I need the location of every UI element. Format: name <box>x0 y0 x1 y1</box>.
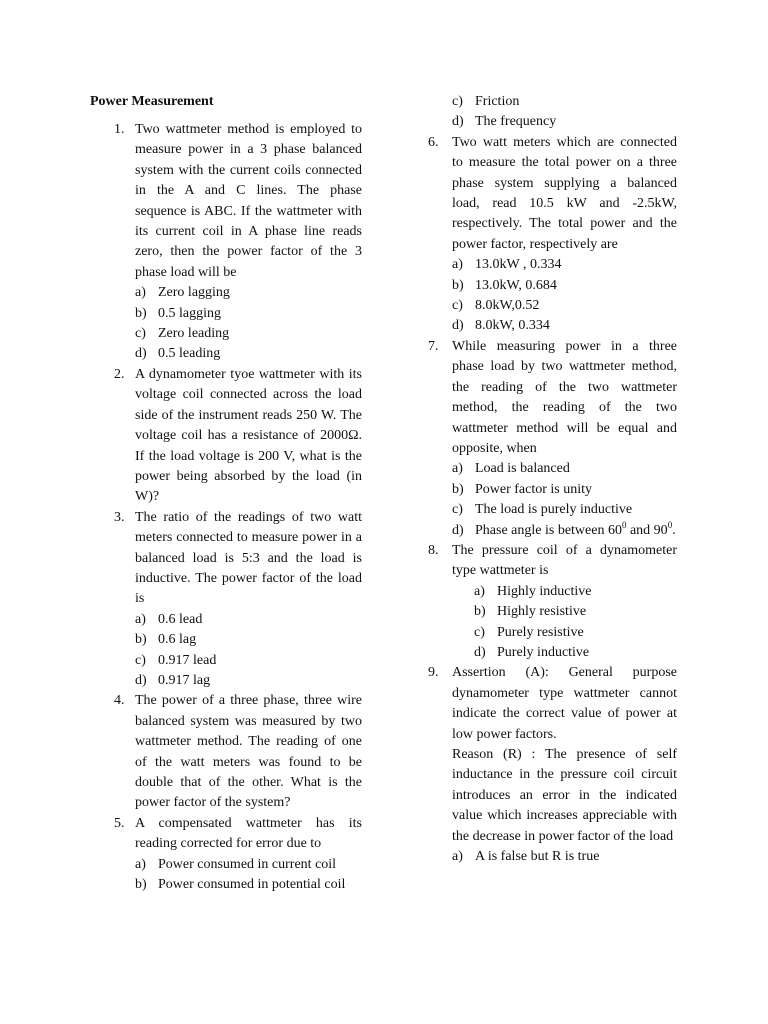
option-item <box>135 304 362 324</box>
option-text: Zero leading <box>158 326 230 342</box>
option-letter: d) <box>135 346 147 362</box>
degree-superscript: 0 <box>621 519 627 530</box>
option-text: 8.0kW, 0.334 <box>475 318 550 334</box>
option-letter: c) <box>452 502 463 518</box>
right-column <box>428 92 677 867</box>
option-list <box>135 283 362 365</box>
option-item <box>135 651 362 671</box>
option-item <box>452 480 677 500</box>
option-text: 13.0kW , 0.334 <box>475 257 562 273</box>
option-letter: b) <box>135 305 147 321</box>
option-letter: b) <box>452 481 464 497</box>
question-text: Two wattmeter method is employed to measure power in a 3 phase balanced system with the current coils connected in the A and C lines. The phase sequence is ABC. If the wattmeter with its current coil in A phase line reads zero, then the power factor of the 3 phase load will be <box>135 122 362 280</box>
option-item <box>474 582 677 602</box>
option-text: 0.917 lag <box>158 672 211 688</box>
question-4 <box>90 691 362 813</box>
question-8 <box>428 541 677 663</box>
option-letter: d) <box>135 672 147 688</box>
option-letter: c) <box>135 326 146 342</box>
option-item <box>452 255 677 275</box>
option-letter: c) <box>452 298 463 314</box>
option-item <box>135 875 362 895</box>
question-1 <box>90 120 362 365</box>
option-item <box>452 847 677 867</box>
option-text: Highly inductive <box>497 583 592 599</box>
option-text: Power consumed in current coil <box>158 856 337 872</box>
option-letter: d) <box>474 644 486 660</box>
option-letter: b) <box>474 604 486 620</box>
option-list <box>452 847 677 867</box>
option-text: The load is purely inductive <box>475 502 633 518</box>
option-text: Purely resistive <box>497 624 584 640</box>
option-letter: c) <box>135 652 146 668</box>
option-text: 0.6 lag <box>158 632 197 648</box>
option-letter: d) <box>452 114 464 130</box>
option-text-start: Phase angle is between 60 <box>475 522 622 538</box>
question-7 <box>428 337 677 541</box>
option-item <box>452 276 677 296</box>
option-text: 8.0kW,0.52 <box>475 298 540 314</box>
option-text-middle: and 90 <box>626 522 668 538</box>
option-text: Purely inductive <box>497 644 590 660</box>
option-item <box>452 92 677 112</box>
question-text: The pressure coil of a dynamometer type wattmeter is <box>452 542 677 579</box>
option-list <box>135 855 362 896</box>
option-letter: d) <box>452 318 464 334</box>
option-text: 0.5 lagging <box>158 305 221 321</box>
question-number: 6. <box>428 134 439 150</box>
option-item <box>135 630 362 650</box>
page-title: Power Measurement <box>90 94 214 109</box>
option-item <box>452 112 677 132</box>
option-item <box>135 324 362 344</box>
option-letter: b) <box>135 632 147 648</box>
option-item <box>452 500 677 520</box>
option-letter: a) <box>135 285 146 301</box>
question-number: 7. <box>428 338 439 354</box>
option-text: 13.0kW, 0.684 <box>475 277 557 293</box>
question-9 <box>428 663 677 867</box>
option-text: The frequency <box>475 114 557 130</box>
option-letter: c) <box>452 94 463 109</box>
left-column <box>90 92 362 895</box>
assertion-text: Assertion (A): General purpose dynamometer type wattmeter cannot indicate the correct value of power at low power factors. <box>452 665 677 742</box>
option-list <box>452 582 677 664</box>
option-text: Highly resistive <box>497 604 587 620</box>
option-letter: b) <box>135 877 147 893</box>
option-item <box>452 316 677 336</box>
option-letter: d) <box>452 522 464 538</box>
option-text: 0.6 lead <box>158 611 203 627</box>
option-list <box>452 255 677 337</box>
option-text: 0.5 leading <box>158 346 221 362</box>
question-5-continued <box>428 92 677 133</box>
question-text: A compensated wattmeter has its reading corrected for error due to <box>135 815 362 852</box>
option-list <box>452 459 677 541</box>
question-text: Two watt meters which are connected to measure the total power on a three phase system supplying a balanced load, read 10.5 kW and -2.5kW, respectively. The total power and the power factor, respectively are <box>452 134 677 252</box>
question-number: 1. <box>114 122 125 137</box>
option-item <box>452 521 677 541</box>
option-text-end: . <box>672 522 676 538</box>
option-letter: a) <box>452 849 463 865</box>
option-letter: a) <box>452 461 463 477</box>
question-number: 2. <box>114 366 125 382</box>
degree-superscript: 0 <box>667 519 673 530</box>
question-2 <box>90 365 362 508</box>
option-text: Power factor is unity <box>475 481 593 497</box>
option-list <box>135 610 362 692</box>
option-item <box>135 855 362 875</box>
question-text: While measuring power in a three phase load by two wattmeter method, the reading of the two wattmeter method, the reading of the two wattmeter method will be equal and opposite, when <box>452 338 677 456</box>
option-item <box>474 602 677 622</box>
reason-text: Reason (R) : The presence of self inductance in the pressure coil circuit introduces an error in the indicated value which increases appreciable with the decrease in power factor of the load <box>452 747 677 844</box>
option-letter: a) <box>135 611 146 627</box>
option-text: Friction <box>475 94 520 109</box>
question-number: 4. <box>114 693 125 709</box>
question-number: 5. <box>114 815 125 831</box>
question-5 <box>90 814 362 896</box>
option-item <box>474 643 677 663</box>
question-number: 8. <box>428 542 439 558</box>
option-letter: a) <box>452 257 463 273</box>
question-6 <box>428 133 677 337</box>
option-text: A is false but R is true <box>475 849 600 865</box>
option-item <box>135 283 362 303</box>
question-text: The ratio of the readings of two watt meters connected to measure power in a balanced load is 5:3 and the load is inductive. The power factor of the load is <box>135 509 362 607</box>
option-letter: a) <box>135 856 146 872</box>
option-text: Zero lagging <box>158 285 230 301</box>
option-letter: a) <box>474 583 485 599</box>
option-item <box>452 296 677 316</box>
question-text: The power of a three phase, three wire balanced system was measured by two wattmeter method. The reading of one of the watt meters was found to be double that of the other. What is the power factor of the system? <box>135 693 362 811</box>
option-item <box>474 623 677 643</box>
option-item <box>135 610 362 630</box>
option-text: Load is balanced <box>475 461 570 477</box>
option-text: 0.917 lead <box>158 652 217 668</box>
option-item <box>135 671 362 691</box>
question-number: 9. <box>428 665 439 681</box>
question-text: A dynamometer tyoe wattmeter with its voltage coil connected across the load side of the instrument reads 250 W. The voltage coil has a resistance of 2000Ω. If the load voltage is 200 V, what is the power being absorbed by the load (in W)? <box>135 366 362 505</box>
option-text: Power consumed in potential coil <box>158 877 346 893</box>
option-item <box>452 459 677 479</box>
question-number: 3. <box>114 509 125 525</box>
option-item <box>135 344 362 364</box>
option-letter: b) <box>452 277 464 293</box>
question-3 <box>90 508 362 692</box>
option-letter: c) <box>474 624 485 640</box>
